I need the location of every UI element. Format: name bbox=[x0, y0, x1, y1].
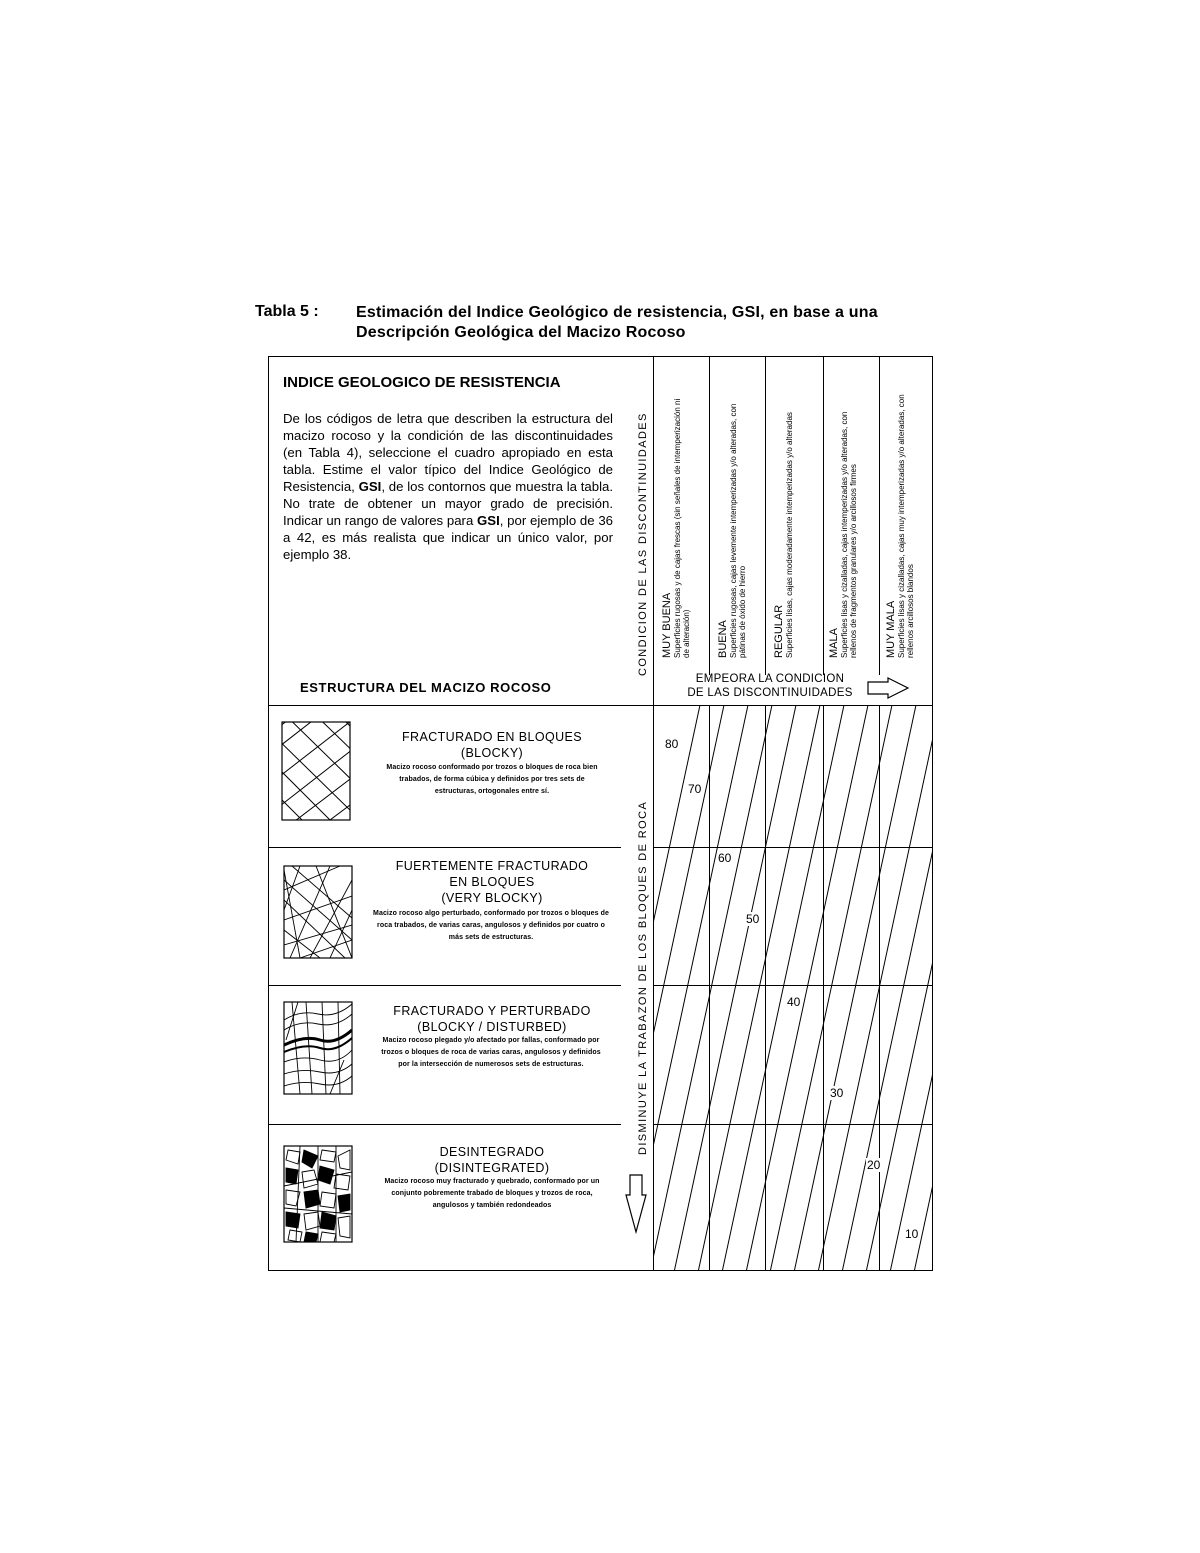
contour-line bbox=[986, 705, 1108, 1271]
contour-line bbox=[1082, 705, 1200, 1271]
contour-line bbox=[914, 705, 1036, 1271]
contour-label-20: 20 bbox=[867, 1158, 881, 1172]
contour-line bbox=[866, 705, 988, 1271]
contour-line bbox=[770, 705, 892, 1271]
contour-label-50: 50 bbox=[746, 912, 760, 926]
very-blocky-sketch-icon bbox=[284, 866, 352, 958]
structure-disturbed-title: FRACTURADO Y PERTURBADO (BLOCKY / DISTURBED) bbox=[393, 1004, 591, 1034]
contour-line bbox=[1010, 705, 1132, 1271]
contour-line bbox=[1106, 705, 1200, 1271]
contour-line bbox=[698, 705, 820, 1271]
contour-line bbox=[938, 705, 1060, 1271]
down-arrow-icon bbox=[626, 1175, 646, 1232]
contour-label-40: 40 bbox=[787, 995, 801, 1009]
contour-line bbox=[746, 705, 868, 1271]
contour-label-80: 80 bbox=[665, 737, 679, 751]
contour-line bbox=[962, 705, 1084, 1271]
caption-title: Estimación del Indice Geológico de resistencia, GSI, en base a una Descripción Geológica del Macizo Rocoso bbox=[356, 304, 878, 341]
contour-line bbox=[722, 705, 844, 1271]
contour-line bbox=[890, 705, 1012, 1271]
gsi-contour-lines bbox=[578, 705, 1200, 1271]
gsi-title: INDICE GEOLOGICO DE RESISTENCIA bbox=[283, 374, 561, 391]
contour-line bbox=[602, 705, 724, 1271]
contour-label-70: 70 bbox=[688, 782, 702, 796]
disturbed-sketch-icon bbox=[284, 1002, 352, 1094]
caption-label: Tabla 5 : bbox=[255, 303, 319, 320]
structure-heading: ESTRUCTURA DEL MACIZO ROCOSO bbox=[300, 680, 552, 695]
structure-very-blocky-desc: Macizo rocoso algo perturbado, conformado por trozos o bloques de roca trabados, de varias caras, angulosos y definidos por cuatro o más sets de estructuras. bbox=[373, 910, 609, 941]
blocky-sketch-icon bbox=[262, 680, 362, 850]
gsi-instructions: De los códigos de letra que describen la estructura del macizo rocoso y la condición de las discontinuidades (en Tabla 4), seleccione el cuadro apropiado en esta tabla. Estime el valor típico del Indice Geológico de Resistencia, GSI, de los contornos que muestra la tabla. No trate de obtener un mayor grado de precisión. Indicar un rango de valores para GSI, por ejemplo de 36 a 42, es más realista que indicar un único valor, por ejemplo 38. bbox=[283, 411, 613, 562]
contour-label-60: 60 bbox=[718, 851, 732, 865]
contour-label-10: 10 bbox=[905, 1227, 919, 1241]
disintegrated-sketch-icon bbox=[284, 1146, 352, 1242]
structure-very-blocky-title: FUERTEMENTE FRACTURADO EN BLOQUES (VERY BLOCKY) bbox=[395, 859, 589, 905]
contour-line bbox=[818, 705, 940, 1271]
structure-blocky-desc: Macizo rocoso conformado por trozos o bloques de roca bien trabados, de forma cúbica y definidos por tres sets de estructuras, ortogonales entre sí. bbox=[386, 764, 598, 795]
right-arrow-icon bbox=[868, 678, 908, 698]
contour-label-30: 30 bbox=[830, 1086, 844, 1100]
contour-line bbox=[1034, 705, 1156, 1271]
contour-line bbox=[842, 705, 964, 1271]
structure-disintegrated-title: DESINTEGRADO (DISINTEGRATED) bbox=[434, 1145, 550, 1175]
worsens-condition-label: EMPEORA LA CONDICION DE LAS DISCONTINUIDADES bbox=[687, 673, 853, 699]
contour-line bbox=[794, 705, 916, 1271]
structure-blocky-title: FRACTURADO EN BLOQUES (BLOCKY) bbox=[402, 730, 582, 760]
contour-line bbox=[650, 705, 772, 1271]
structure-disturbed-desc: Macizo rocoso plegado y/o afectado por fallas, conformado por trozos o bloques de roca de varias caras, angulosos y definidos por la intersección de numerosos sets de estructuras. bbox=[381, 1037, 601, 1068]
structure-disintegrated-desc: Macizo rocoso muy fracturado y quebrado, conformado por un conjunto pobremente trabado de bloques y trozos de roca, angulosos y también redondeados bbox=[384, 1178, 600, 1209]
contour-line bbox=[1130, 705, 1200, 1271]
contour-line bbox=[1058, 705, 1180, 1271]
